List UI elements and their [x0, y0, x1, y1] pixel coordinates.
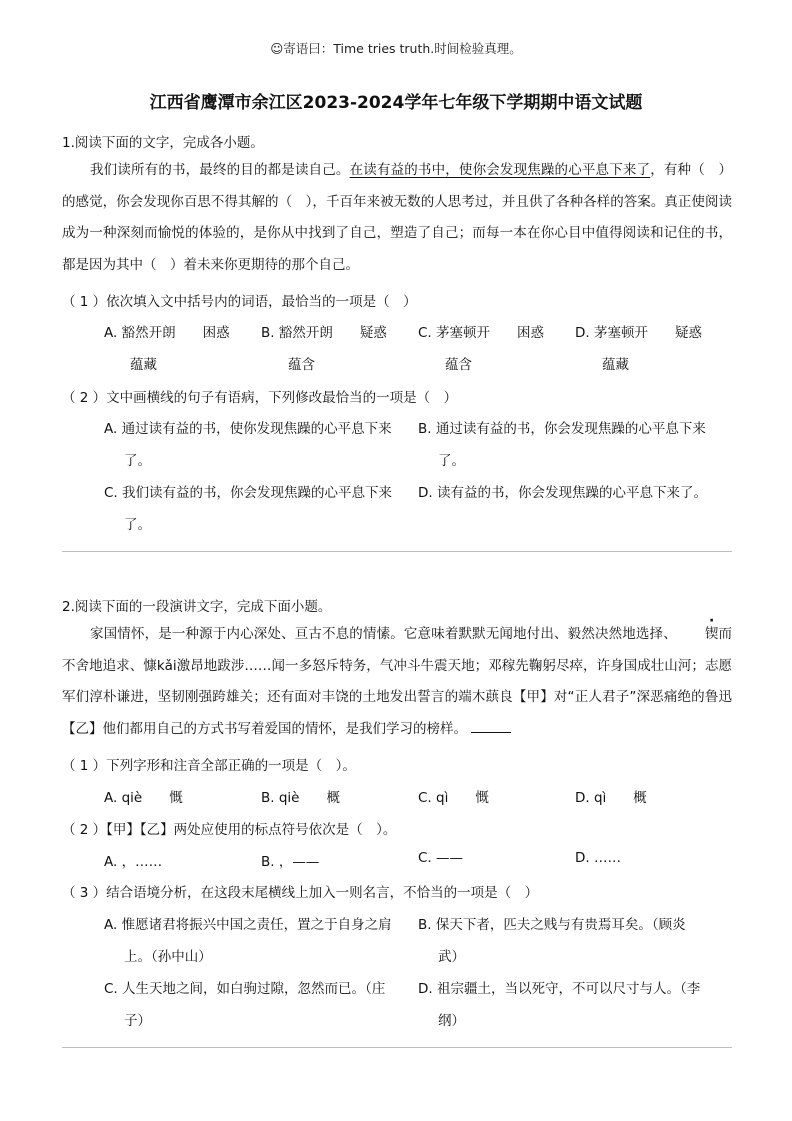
- q2-sub3-option-b[interactable]: B. 保天下者，匹夫之贱与有贵焉耳矣。（顾炎: [418, 917, 686, 933]
- q2-sub2-option-b[interactable]: B. ，——: [261, 854, 320, 870]
- q1-sub2-option-c-cont: 了。: [124, 517, 151, 533]
- answer-blank: [471, 720, 511, 733]
- q2-sub3-option-c[interactable]: C. 人生天地之间，如白驹过隙，忽然而已。（庄: [104, 981, 386, 997]
- section-divider: [62, 551, 732, 552]
- q1-sub1-option-a-cont: 蕴藏: [130, 357, 157, 373]
- q1-sub1-option-c-cont: 蕴含: [445, 357, 472, 373]
- q1-sub1-option-d[interactable]: D. 茅塞顿开 疑惑: [575, 325, 702, 341]
- passage-text: 我们读所有的书，最终的目的都是读自己。: [90, 162, 350, 178]
- q2-sub2-option-d[interactable]: D. ……: [575, 850, 621, 866]
- q2-sub3-option-c-cont: 子）: [124, 1013, 151, 1029]
- q1-sub1-option-d-cont: 蕴藏: [602, 357, 629, 373]
- dotted-character: 锲: [704, 626, 719, 642]
- q2-sub3-option-b-cont: 武）: [438, 949, 465, 965]
- q1-sub1-option-a[interactable]: A. 豁然开朗 困惑: [104, 325, 230, 341]
- q2-sub1-option-b[interactable]: B. qiè 概: [261, 790, 340, 806]
- passage-text: 而不舍地追求、慷kǎi激昂地跋涉……闻一多怒斥特务，气冲斗牛震天地；邓稼先鞠躬尽瘁，许身国成壮山河；志愿军们淳朴谦进，坚韧刚强跨雄关；还有面对丰饶的土地发出誓言的端木蕻良【甲】对“正人君子”深恶痛绝的鲁迅【乙】他们都用自己的方式书写着爱国的情怀，是我们学习的榜样。: [62, 626, 733, 737]
- q2-sub3-option-a-cont: 上。（孙中山）: [124, 949, 212, 965]
- q1-sub2-option-a[interactable]: A. 通过读有益的书，使你发现焦躁的心平息下来: [104, 421, 392, 437]
- q1-sub2-option-c[interactable]: C. 我们读有益的书，你会发现焦躁的心平息下来: [104, 485, 393, 501]
- q2-sub3-stem: （ 3 ）结合语境分析，在这段末尾横线上加入一则名言，不恰当的一项是（ ）: [62, 885, 539, 901]
- q1-sub2-stem: （ 2 ）文中画横线的句子有语病，下列修改最恰当的一项是（ ）: [62, 390, 458, 406]
- q2-sub3-option-d[interactable]: D. 祖宗疆土，当以死守，不可以尺寸与人。（李: [418, 981, 701, 997]
- q1-sub1-option-b[interactable]: B. 豁然开朗 疑惑: [261, 325, 387, 341]
- q2-sub1-option-a[interactable]: A. qiè 慨: [104, 790, 183, 806]
- q1-sub1-stem: （ 1 ）依次填入文中括号内的词语，最恰当的一项是（ ）: [62, 294, 417, 310]
- q2-sub2-stem: （ 2 ）【甲】【乙】两处应使用的标点符号依次是（ ）。: [62, 822, 397, 838]
- question-1-heading: 1.阅读下面的文字，完成各小题。: [62, 135, 264, 151]
- question-2-passage: [62, 619, 732, 745]
- passage-text: ，有种（ ）的感觉，你会发现你百思不得其解的（ ），千百年来被无数的人思考过，并且供了各种各样的答案。真正使阅读成为一种深刻而愉悦的体验的，是你从中找到了自己，塑造了自己；而每一本在你心目中值得阅读和记住的书，都是因为其中（ ）着未来你更期待的那个自己。: [62, 162, 733, 273]
- q2-sub1-option-c[interactable]: C. qì 慨: [418, 790, 489, 806]
- q2-sub2-option-c[interactable]: C. ——: [418, 850, 464, 866]
- q1-sub2-option-d[interactable]: D. 读有益的书，你会发现焦躁的心平息下来了。: [418, 485, 707, 501]
- q1-sub2-option-b[interactable]: B. 通过读有益的书，你会发现焦躁的心平息下来: [418, 421, 706, 437]
- q1-sub2-option-b-cont: 了。: [438, 453, 465, 469]
- section-divider: [62, 1047, 732, 1048]
- underlined-sentence: 在读有益的书中，使你会发现焦躁的心平息下来了: [349, 162, 651, 178]
- q1-sub1-option-c[interactable]: C. 茅塞顿开 困惑: [418, 325, 545, 341]
- q2-sub3-option-d-cont: 纲）: [438, 1013, 465, 1029]
- q2-sub3-option-a[interactable]: A. 惟愿诸君将振兴中国之责任，置之于自身之肩: [104, 917, 392, 933]
- page-motto: ☺寄语曰：Time tries truth.时间检验真理。: [270, 41, 522, 56]
- q2-sub2-option-a[interactable]: A. ，……: [104, 854, 163, 870]
- page-title: 江西省鹰潭市余江区2023-2024学年七年级下学期期中语文试题: [149, 93, 643, 113]
- q1-sub1-option-b-cont: 蕴含: [288, 357, 315, 373]
- q2-sub1-option-d[interactable]: D. qì 概: [575, 790, 647, 806]
- q1-sub2-option-a-cont: 了。: [124, 453, 151, 469]
- q2-sub1-stem: （ 1 ）下列字形和注音全部正确的一项是（ ）。: [62, 758, 356, 774]
- question-1-passage: [62, 155, 732, 281]
- passage-text: 家国情怀，是一种源于内心深处、亘古不息的情愫。它意味着默默无闻地付出、毅然决然地选择、: [90, 626, 677, 642]
- question-2-heading: 2.阅读下面的一段演讲文字，完成下面小题。: [62, 599, 332, 615]
